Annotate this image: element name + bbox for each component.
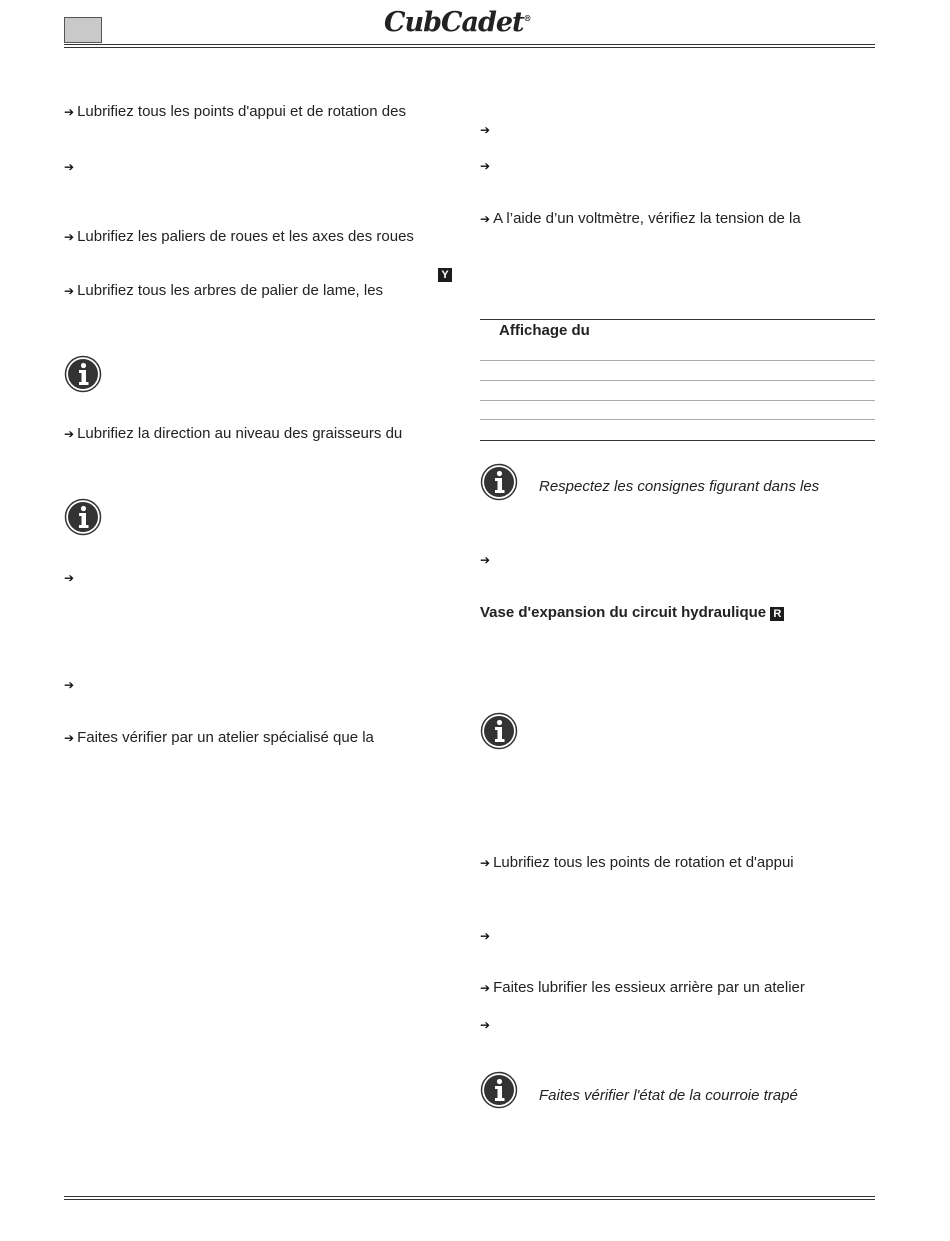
table-row-rule — [480, 380, 875, 381]
info-icon — [480, 712, 518, 750]
arrow-icon: ➔ — [64, 105, 75, 119]
table-row-rule — [480, 360, 875, 361]
right-bullet-6 — [480, 927, 493, 945]
page-number-box — [64, 17, 102, 43]
right-bullet-1 — [480, 121, 493, 139]
left-bullet-4: ➔ Lubrifiez tous les arbres de palier de lame, les — [64, 282, 384, 299]
footer-rule — [64, 1199, 875, 1200]
arrow-icon: ➔ — [480, 159, 491, 173]
arrow-icon: ➔ — [480, 856, 491, 870]
table-bottom-rule — [480, 440, 875, 441]
note-text: Faites vérifier l'état de la courroie trapé — [539, 1087, 798, 1104]
left-bullet-1: ➔ Lubrifiez tous les points d'appui et de rotation des — [64, 103, 406, 120]
arrow-icon: ➔ — [480, 929, 491, 943]
figure-badge-y: Y — [438, 265, 452, 283]
table-row-rule — [480, 419, 875, 420]
left-bullet-6 — [64, 569, 77, 587]
info-icon — [64, 498, 102, 536]
table-header: Affichage du — [499, 322, 590, 339]
header-rule — [64, 44, 875, 45]
section-heading: Vase d'expansion du circuit hydraulique R — [480, 604, 784, 622]
right-bullet-8 — [480, 1016, 493, 1034]
left-bullet-2 — [64, 158, 77, 176]
info-icon — [64, 355, 102, 393]
right-bullet-2 — [480, 157, 493, 175]
arrow-icon: ➔ — [64, 160, 75, 174]
arrow-icon: ➔ — [480, 981, 491, 995]
right-bullet-4 — [480, 551, 493, 569]
arrow-icon: ➔ — [480, 553, 491, 567]
table-top-rule — [480, 319, 875, 320]
left-bullet-7 — [64, 676, 77, 694]
arrow-icon: ➔ — [480, 1018, 491, 1032]
arrow-icon: ➔ — [480, 123, 491, 137]
right-bullet-5: ➔ Lubrifiez tous les points de rotation et d'appui — [480, 854, 794, 871]
left-bullet-3: ➔ Lubrifiez les paliers de roues et les axes des roues — [64, 228, 414, 245]
footer-rule — [64, 1196, 875, 1197]
cub-cadet-logo: CubCadet® — [384, 7, 532, 38]
figure-badge-r: R — [770, 607, 784, 621]
arrow-icon: ➔ — [64, 230, 75, 244]
info-icon — [480, 1071, 518, 1109]
left-bullet-5: ➔ Lubrifiez la direction au niveau des graisseurs du — [64, 425, 403, 442]
info-icon — [480, 463, 518, 501]
arrow-icon: ➔ — [64, 731, 75, 745]
right-bullet-3: ➔ A l’aide d’un voltmètre, vérifiez la tension de la — [480, 210, 801, 227]
arrow-icon: ➔ — [64, 571, 75, 585]
arrow-icon: ➔ — [64, 678, 75, 692]
arrow-icon: ➔ — [64, 427, 75, 441]
table-row-rule — [480, 400, 875, 401]
note-text: Respectez les consignes figurant dans les — [539, 478, 820, 495]
left-bullet-8: ➔ Faites vérifier par un atelier spécialisé que la — [64, 729, 374, 746]
arrow-icon: ➔ — [480, 212, 491, 226]
header-rule — [64, 47, 875, 48]
right-bullet-7: ➔ Faites lubrifier les essieux arrière par un atelier — [480, 979, 805, 996]
arrow-icon: ➔ — [64, 284, 75, 298]
